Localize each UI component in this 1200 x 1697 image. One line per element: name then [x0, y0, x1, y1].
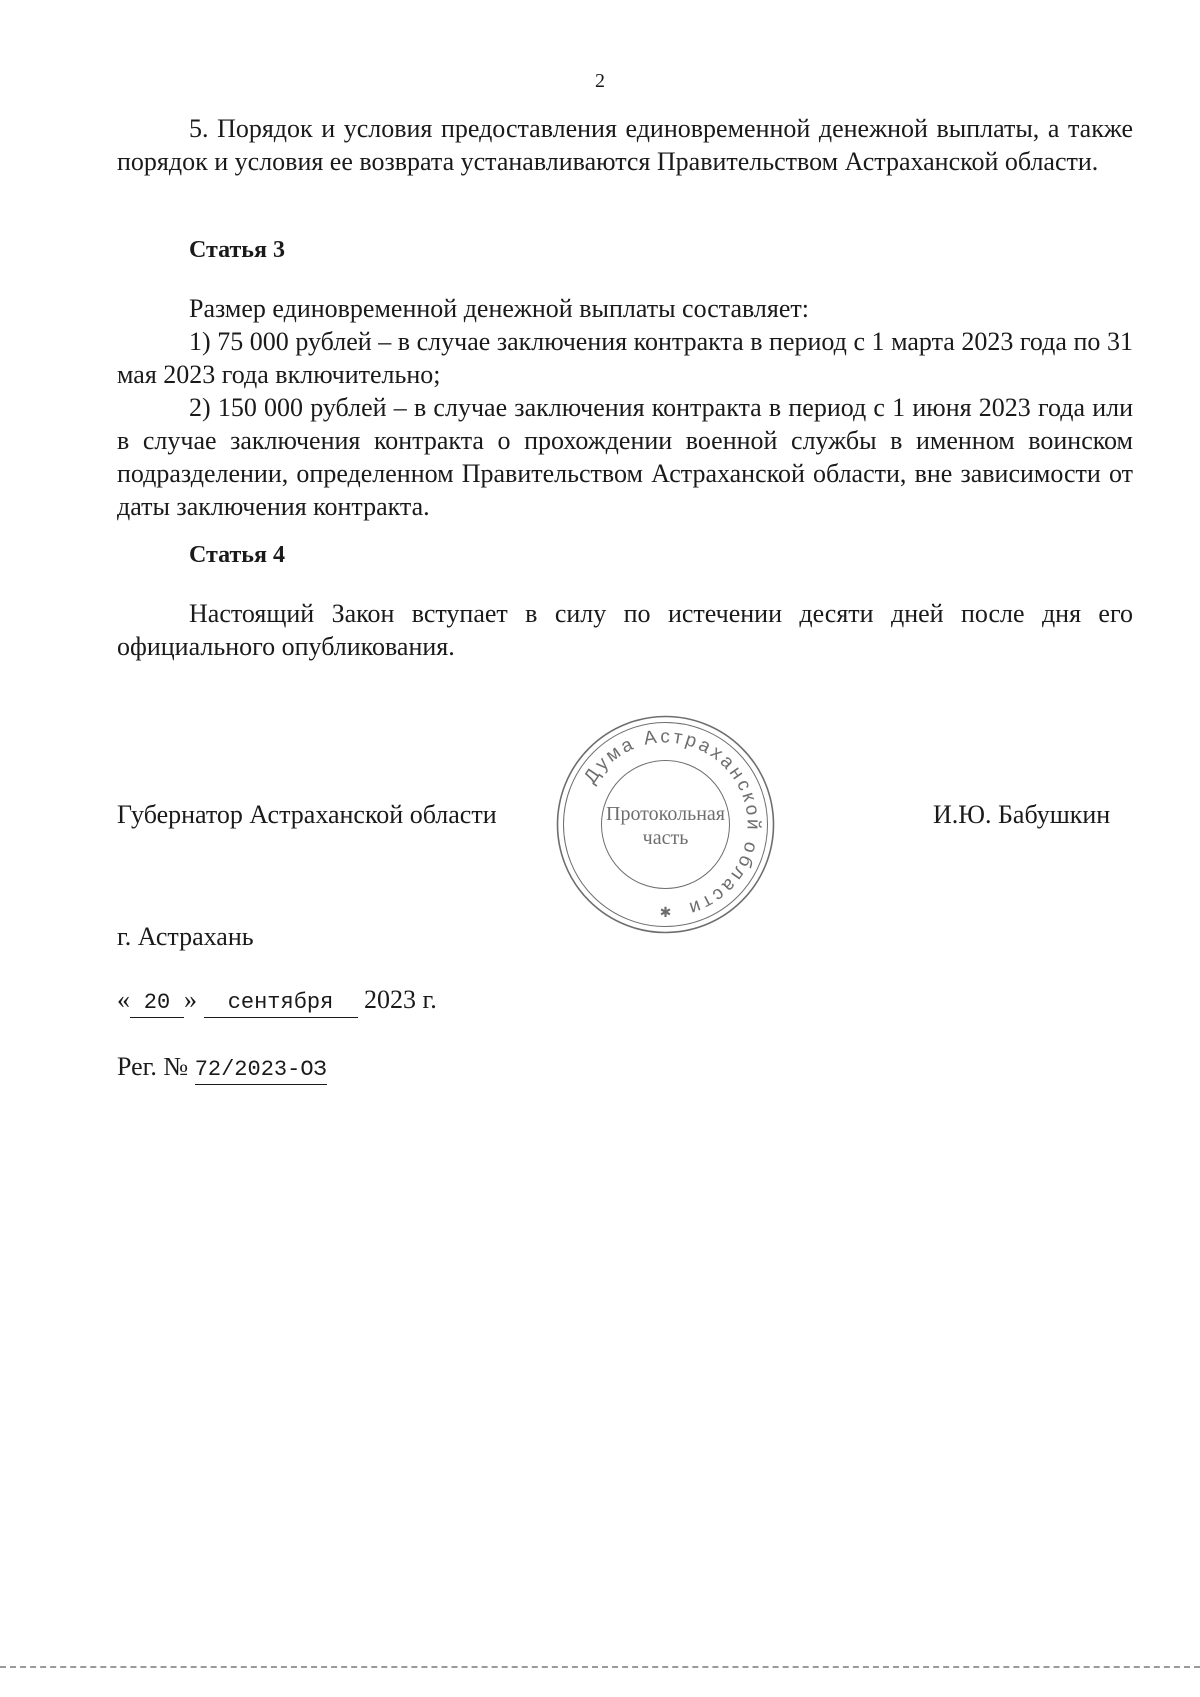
page-bottom-rule: [0, 1666, 1200, 1668]
date-day: 20: [130, 989, 184, 1018]
article-3-heading: Статья 3: [189, 237, 285, 263]
article-3-item-2: 2) 150 000 рублей – в случае заключения контракта в период с 1 июня 2023 года или в случае заключения контракта о прохождении военной службы в именном воинском подразделении, определенном Правительством Астраханской области, вне зависимости от даты заключения контракта.: [117, 393, 1133, 521]
svg-text:✱: ✱: [659, 906, 672, 921]
date-year: 2023 г.: [364, 985, 437, 1014]
official-stamp: [553, 712, 778, 937]
article-4-heading: Статья 4: [189, 542, 285, 568]
date-close-quote: »: [184, 985, 197, 1014]
registration-value: 72/2023-ОЗ: [195, 1056, 327, 1085]
stamp-ring-text: Дума Астраханской области: [580, 726, 764, 920]
clause-5-paragraph: 5. Порядок и условия предоставления единовременной денежной выплаты, а также порядок и условия ее возврата устанавливаются Правительством Астраханской области.: [117, 114, 1133, 176]
stamp-center-text-2: часть: [642, 827, 689, 849]
article-3-item-1: 1) 75 000 рублей – в случае заключения контракта в период с 1 марта 2023 года по 31 мая 2023 года включительно;: [117, 327, 1133, 389]
registration-label: Рег. №: [117, 1052, 189, 1081]
governor-title: Губернатор Астраханской области: [117, 800, 497, 829]
signing-date: [117, 985, 437, 1018]
article-3-intro: Размер единовременной денежной выплаты составляет:: [189, 294, 809, 323]
stamp-center-text-1: Протокольная: [606, 803, 725, 825]
date-open-quote: «: [117, 985, 130, 1014]
registration-number: [117, 1052, 327, 1085]
governor-name: И.Ю. Бабушкин: [933, 800, 1111, 829]
article-4-paragraph: Настоящий Закон вступает в силу по истечении десяти дней после дня его официального опубликования.: [117, 599, 1133, 661]
date-month: сентября: [204, 989, 358, 1018]
page-number: 2: [595, 70, 605, 92]
signing-city: г. Астрахань: [117, 922, 254, 951]
